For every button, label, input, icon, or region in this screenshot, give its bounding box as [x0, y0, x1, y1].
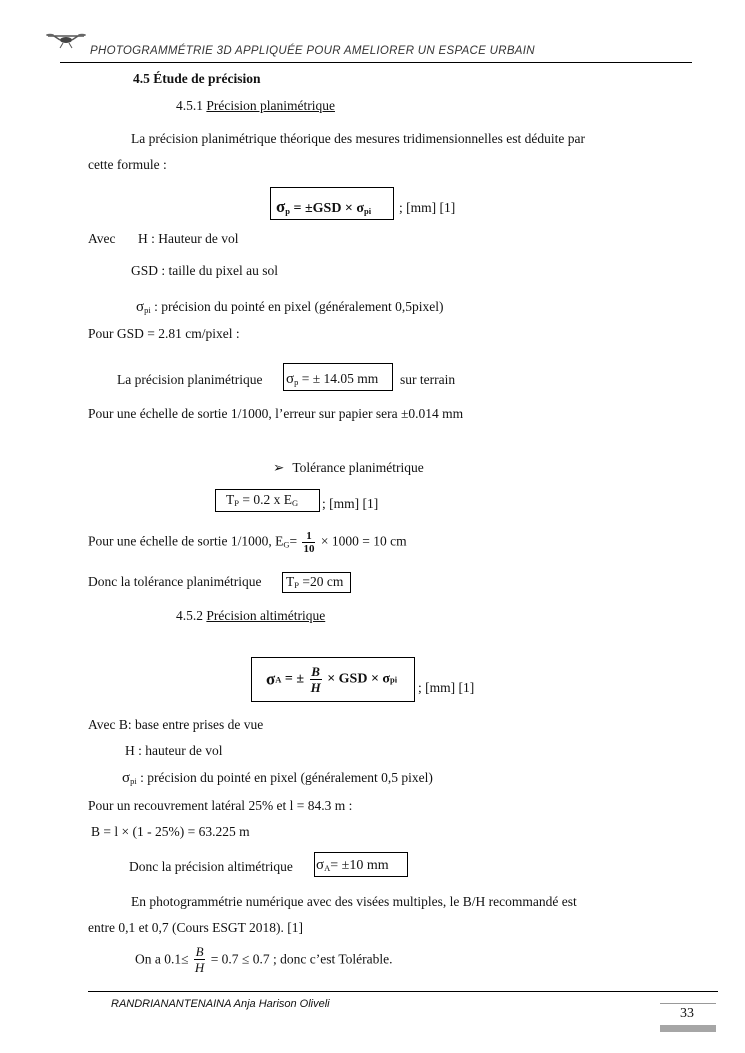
tol-value: $T_P =20$ cm — [286, 574, 344, 590]
formula-1: $\sigma_p = \pm GSD \times \sigma_{pi}$ — [276, 197, 372, 216]
page-number-top-rule — [660, 1003, 716, 1004]
prec-plan-value: $\sigma_p$ = ± 14.05 mm — [286, 371, 379, 387]
gsd-definition: GSD : taille du pixel au sol — [131, 263, 278, 278]
eg-fraction: $\frac{1}{10}$ — [303, 530, 315, 555]
alt-donc-label: Donc la précision altimétrique — [129, 859, 293, 874]
sigma-pi-definition: $\sigma_{pi}$ : précision du pointé en pixel (généralement 0,5pixel) — [136, 299, 444, 315]
echelle-line: Pour une échelle de sortie 1/1000, l’erreur sur papier sera ±0.014 mm — [88, 406, 464, 421]
drone-logo-icon — [46, 28, 86, 50]
tolerance-heading: ➢ Tolérance planimétrique — [273, 460, 424, 475]
section-heading: 4.5 Étude de précision — [133, 71, 261, 86]
intro-line-1: La précision planimétrique théorique des mesures tridimensionnelles est déduite par — [131, 131, 585, 146]
page-number-bar — [660, 1025, 716, 1032]
pour-gsd-line: Pour GSD = 2.81 cm/pixel : — [88, 326, 240, 341]
header-title: PHOTOGRAMMÉTRIE 3D APPLIQUÉE POUR AMELIORER UN ESPACE URBAIN — [90, 45, 535, 57]
subsection-1-heading — [176, 98, 335, 114]
formula-2: σA = ± $\frac{B}{H}$ × GSD × σpi — [266, 664, 398, 695]
avec-label: Avec — [88, 231, 116, 246]
bh-line-1: En photogrammétrie numérique avec des visées multiples, le B/H recommandé est — [131, 894, 577, 909]
page-number: 33 — [680, 1006, 694, 1021]
bh-line-2: entre 0,1 et 0,7 (Cours ESGT 2018). [1] — [88, 920, 303, 935]
subsection-2-heading — [176, 608, 325, 624]
b-over-h-fraction: $\frac{B}{H}$ — [310, 664, 321, 695]
prec-plan-label: La précision planimétrique — [117, 372, 263, 387]
ona-line: On a 0.1≤ $\frac{B}{H}$ = 0.7 ≤ 0.7 ; donc c’est Tolérable. — [135, 944, 393, 975]
tol-donc-label: Donc la tolérance planimétrique — [88, 574, 262, 589]
subsection-2-title: Précision altimétrique — [206, 608, 326, 623]
tp-formula: $T_P = 0.2$ x $E_G$ — [226, 492, 299, 508]
b-calculation: B = l × (1 - 25%) = 63.225 m — [91, 824, 250, 839]
eg-line: Pour une échelle de sortie 1/1000, $E_G=$ $\frac{1}{10}$ × 1000 = 10 cm — [88, 530, 407, 555]
ona-fraction: $\frac{B}{H}$ — [194, 944, 205, 975]
avec-b-line: Avec B: base entre prises de vue — [88, 717, 264, 732]
formula-1-tail: ; [mm] [1] — [399, 200, 456, 215]
alt-value: $\sigma_A= \pm 10$ mm — [316, 857, 389, 873]
footer-author: RANDRIANANTENAINA Anja Harison Oliveli — [111, 998, 330, 1010]
formula-2-tail: ; [mm] [1] — [418, 680, 475, 695]
footer-rule — [88, 991, 718, 992]
avec-h-def: H : Hauteur de vol — [138, 231, 239, 246]
subsection-1-number: 4.5.1 — [176, 98, 203, 113]
subsection-1-title: Précision planimétrique — [206, 98, 335, 113]
intro-line-2: cette formule : — [88, 157, 167, 172]
subsection-2-number: 4.5.2 — [176, 608, 203, 623]
recouvrement-line: Pour un recouvrement latéral 25% et l = 84.3 m : — [88, 798, 353, 813]
h-definition: H : hauteur de vol — [125, 743, 223, 758]
tp-formula-tail: ; [mm] [1] — [322, 496, 379, 511]
prec-plan-tail: sur terrain — [400, 372, 456, 387]
arrow-bullet-icon: ➢ — [273, 460, 285, 475]
header-rule — [60, 62, 692, 63]
sigma-pi-definition-2: $\sigma_{pi}$ : précision du pointé en pixel (généralement 0,5 pixel) — [122, 770, 433, 786]
